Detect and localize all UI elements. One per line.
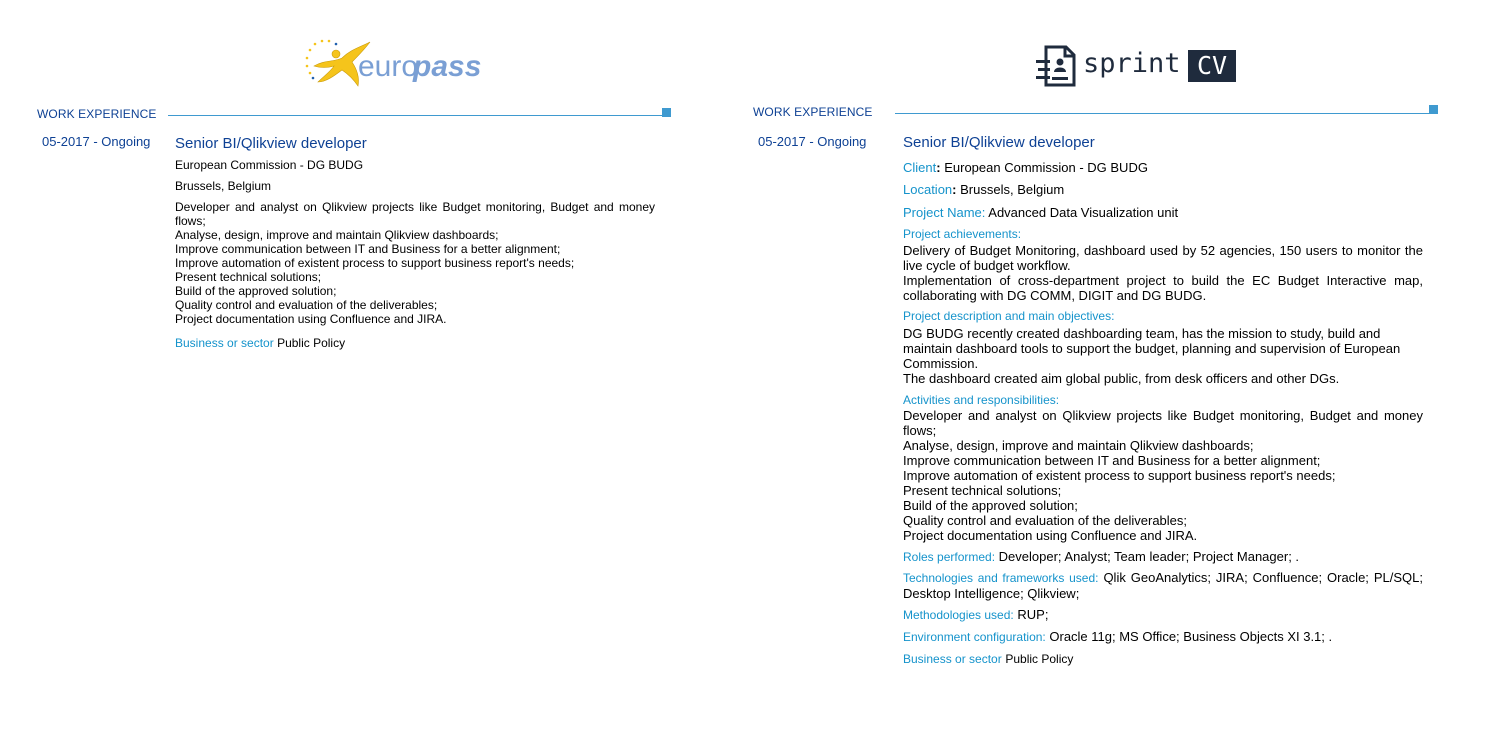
achievements-label: Project achievements:: [903, 227, 1022, 241]
section-title-work-experience: WORK EXPERIENCE: [753, 105, 873, 119]
activities-text: [903, 408, 1423, 543]
client-colon: :: [936, 160, 941, 175]
technologies-label: Technologies and frameworks used:: [903, 571, 1099, 585]
cv-badge: CV: [1188, 50, 1236, 82]
description-line: flows;: [175, 214, 206, 228]
technologies-value-cont: Desktop Intelligence; Qlikview;: [903, 586, 1080, 601]
objectives-text: [903, 326, 1423, 386]
sprint-word: sprint: [1083, 48, 1181, 79]
roles-label: Roles performed:: [903, 550, 996, 564]
description-line: Build of the approved solution;: [175, 284, 337, 298]
europass-logo: [300, 36, 490, 92]
activities-label: Activities and responsibilities:: [903, 393, 1060, 407]
description-line: Quality control and evaluation of the deliverables;: [175, 298, 438, 312]
methodologies-label: Methodologies used:: [903, 608, 1014, 622]
europass-pass-text: pass: [413, 50, 482, 83]
achievement-line: collaborating with DG COMM, DIGIT and DG BUDG.: [903, 288, 1207, 303]
methodologies-row: [903, 607, 1048, 623]
project-name-label: Project Name:: [903, 205, 986, 220]
roles-value: Developer; Analyst; Team leader; Project Manager; .: [998, 549, 1300, 564]
section-title-work-experience: WORK EXPERIENCE: [37, 107, 157, 121]
objective-line: DG BUDG recently created dashboarding team, has the mission to study, build and: [903, 326, 1381, 341]
roles-row: [903, 549, 1299, 565]
location-colon: :: [952, 182, 957, 197]
client-label: Client: [903, 160, 937, 175]
activity-line: flows;: [903, 423, 937, 438]
business-sector: [175, 336, 345, 350]
description-line: Improve automation of existent process to support business report's needs;: [175, 256, 575, 270]
achievement-line: live cycle of budget workflow.: [903, 258, 1071, 273]
description-line: Present technical solutions;: [175, 270, 322, 284]
sprintcv-logo: [1034, 44, 1254, 88]
environment-value: Oracle 11g; MS Office; Business Objects XI 3.1; .: [1049, 629, 1333, 644]
description-line: Developer and analyst on Qlikview projects like Budget monitoring, Budget and money: [175, 200, 655, 214]
business-sector: [903, 651, 1073, 667]
location-value: Brussels, Belgium: [960, 182, 1065, 197]
job-title: Senior BI/Qlikview developer: [903, 134, 1095, 151]
technologies-row: [903, 570, 1423, 601]
europass-euro-text: euro: [358, 50, 419, 83]
job-date-range: 05-2017 - Ongoing: [42, 134, 151, 149]
location-label: Location: [903, 182, 953, 197]
description-line: Improve communication between IT and Business for a better alignment;: [175, 242, 561, 256]
activity-line: Analyse, design, improve and maintain Qlikview dashboards;: [903, 438, 1254, 453]
environment-label: Environment configuration:: [903, 630, 1046, 644]
section-rule-marker: [662, 108, 671, 117]
activity-line: Build of the approved solution;: [903, 498, 1078, 513]
section-rule: [895, 113, 1435, 114]
objective-line: The dashboard created aim global public, from desk officers and other DGs.: [903, 371, 1340, 386]
technologies-value: Qlik GeoAnalytics; JIRA; Confluence; Oracle; PL/SQL;: [1103, 570, 1423, 585]
job-title: Senior BI/Qlikview developer: [175, 135, 367, 152]
methodologies-value: RUP;: [1017, 607, 1049, 622]
environment-row: [903, 629, 1332, 645]
objective-line: Commission.: [903, 356, 979, 371]
project-name-value: Advanced Data Visualization unit: [988, 205, 1179, 220]
activity-line: Developer and analyst on Qlikview projects like Budget monitoring, Budget and money: [903, 408, 1423, 423]
job-date-range: 05-2017 - Ongoing: [758, 134, 867, 149]
location-row: [903, 182, 1064, 197]
job-description: [175, 200, 655, 326]
objectives-label: Project description and main objectives:: [903, 309, 1115, 323]
achievement-line: Implementation of cross-department project to build the EC Budget Interactive map,: [903, 273, 1423, 288]
business-sector-label: Business or sector: [903, 652, 1002, 666]
document-icon: [1034, 44, 1076, 88]
activity-line: Improve communication between IT and Business for a better alignment;: [903, 453, 1321, 468]
business-sector-value: Public Policy: [277, 336, 346, 350]
section-rule-marker: [1429, 105, 1438, 114]
section-rule: [168, 115, 668, 116]
achievement-line: Delivery of Budget Monitoring, dashboard used by 52 agencies, 150 users to monitor the: [903, 243, 1423, 258]
project-name-row: [903, 205, 1178, 220]
activity-line: Present technical solutions;: [903, 483, 1062, 498]
objective-line: maintain dashboard tools to support the budget, planning and supervision of European: [903, 341, 1401, 356]
employer: European Commission - DG BUDG: [175, 158, 364, 172]
description-line: Project documentation using Confluence and JIRA.: [175, 312, 447, 326]
client-value: European Commission - DG BUDG: [944, 160, 1148, 175]
business-sector-value: Public Policy: [1005, 652, 1074, 666]
activity-line: Quality control and evaluation of the deliverables;: [903, 513, 1188, 528]
business-sector-label: Business or sector: [175, 336, 274, 350]
activity-line: Improve automation of existent process to support business report's needs;: [903, 468, 1336, 483]
activity-line: Project documentation using Confluence and JIRA.: [903, 528, 1198, 543]
description-line: Analyse, design, improve and maintain Qlikview dashboards;: [175, 228, 499, 242]
job-location: Brussels, Belgium: [175, 179, 272, 193]
europass-figure-icon: [300, 36, 490, 92]
achievements-text: [903, 243, 1423, 303]
client-row: [903, 160, 1148, 175]
